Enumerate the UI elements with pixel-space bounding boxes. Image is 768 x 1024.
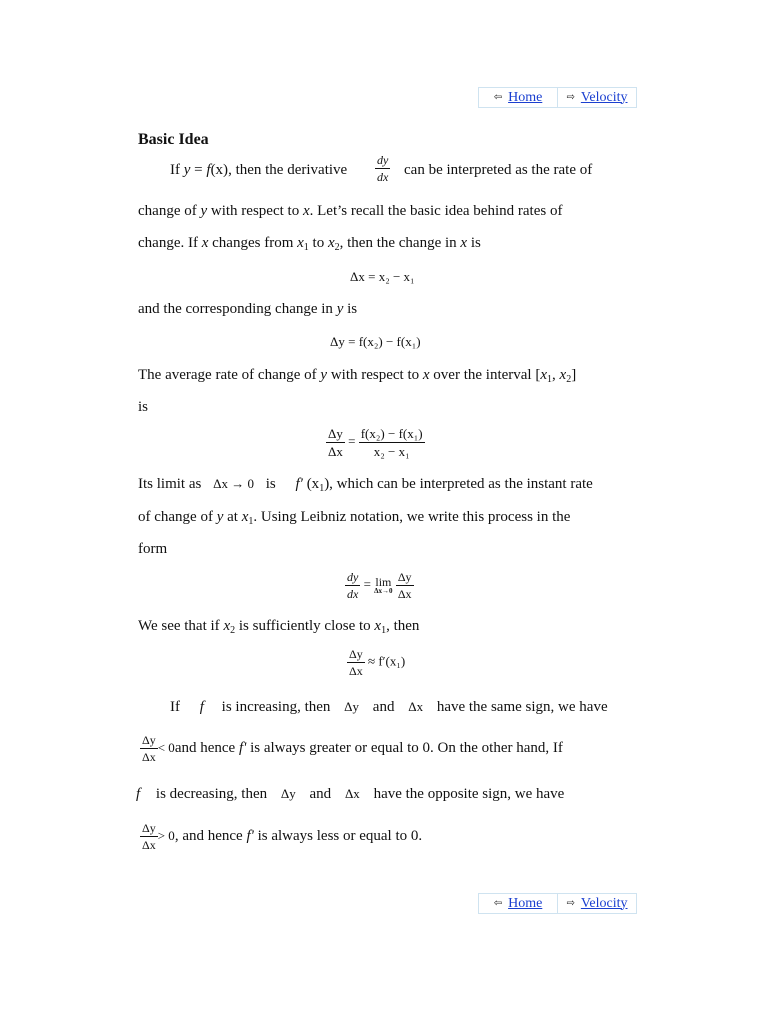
gt-zero: > 0 [157, 827, 175, 843]
text: and [372, 699, 395, 715]
text: with respect to [207, 203, 303, 219]
subscript: 2 [566, 374, 572, 385]
frac-num: Δy [397, 570, 412, 584]
text: , then the change in [339, 235, 461, 251]
text: , then the derivative [228, 162, 348, 178]
text: ), which can be interpreted as the instant rate [324, 476, 593, 492]
var: x [297, 235, 304, 251]
equation-approx [347, 648, 405, 677]
frac-den: Δx [142, 838, 156, 852]
lt-zero: < 0 [157, 739, 175, 755]
text: have the same sign, we have [436, 699, 608, 715]
text: is [343, 301, 358, 317]
delta-x: Δx [344, 786, 360, 801]
velocity-link[interactable]: Velocity [580, 895, 628, 911]
f-prime: f' [238, 739, 247, 756]
frac-num: Δy [142, 733, 156, 747]
text: , [552, 367, 560, 383]
text: Its limit as [138, 476, 202, 492]
paragraph-line-6: is [138, 399, 149, 415]
text: ] [571, 367, 577, 383]
frac-den: Δx [142, 750, 156, 764]
text: is [467, 235, 481, 251]
var: x [460, 235, 468, 251]
var: x [327, 235, 335, 251]
text: at [223, 509, 242, 525]
frac-num: Δy [142, 821, 156, 835]
var: x [540, 367, 548, 383]
frac-den: Δx [328, 444, 343, 459]
approx-rhs: ≈ f′(x₁) [367, 653, 406, 669]
f-prime: f′ [295, 476, 303, 492]
paragraph-line-10 [138, 618, 419, 636]
equation-leibniz [345, 571, 414, 600]
subscript: 2 [230, 625, 236, 636]
paragraph-line-3 [138, 235, 481, 253]
lim-subscript: Δx→0 [374, 587, 393, 595]
home-link[interactable]: Home [508, 89, 543, 105]
text: (x) [210, 162, 229, 178]
text: change of [138, 203, 201, 219]
text: is decreasing, then [155, 786, 268, 802]
var-f: f [199, 699, 204, 715]
arrow-right-icon: ⇨ [566, 898, 575, 909]
paragraph-line-4 [138, 301, 357, 318]
var: x [201, 235, 209, 251]
paragraph-line-9: form [138, 541, 168, 557]
lim-word: lim [375, 575, 392, 589]
text: and [309, 786, 332, 802]
f-prime: f' [246, 827, 254, 844]
subscript: 2 [334, 242, 340, 253]
paragraph-line-12 [140, 734, 563, 763]
text: is always greater or equal to 0. On the other hand, If [246, 739, 563, 756]
top-nav-velocity [557, 88, 636, 107]
var: x [223, 618, 231, 634]
text: is increasing, then [221, 699, 331, 715]
var: x [422, 367, 430, 383]
text: (x [306, 476, 320, 492]
top-nav-home [479, 88, 557, 107]
paragraph-line-11 [170, 699, 608, 716]
equation-delta-x: Δx = x₂ − x₁ [350, 269, 415, 284]
var: x [374, 618, 382, 634]
subscript: 1 [248, 516, 254, 527]
text: We see that if [138, 618, 224, 634]
text: = [190, 162, 207, 178]
text: If [170, 162, 184, 178]
equals-sign: = [363, 576, 371, 592]
paragraph-line-5 [138, 367, 576, 385]
frac-den: Δx [397, 587, 412, 601]
arrow-left-icon: ⇦ [493, 898, 503, 909]
text: changes from [208, 235, 298, 251]
text: If [170, 699, 180, 715]
frac-num: dy [347, 570, 359, 584]
var: x [559, 367, 567, 383]
delta-x: Δx [408, 699, 424, 714]
text: with respect to [327, 367, 423, 383]
text: and the corresponding change in [138, 301, 337, 317]
subscript: 1 [381, 625, 387, 636]
frac-den: dx [377, 170, 389, 184]
var-f: f [206, 162, 211, 178]
arrow-left-icon: ⇦ [493, 92, 503, 103]
text: is always less or equal to 0. [253, 827, 423, 844]
text: to [308, 235, 328, 251]
text: , and hence [174, 827, 247, 844]
paragraph-line-2 [138, 203, 562, 220]
bottom-nav-home [479, 894, 557, 913]
equation-delta-y: Δy = f(x₂) − f(x₁) [330, 334, 421, 349]
text: , then [386, 618, 420, 634]
paragraph-line-1-tail: can be interpreted as the rate of [404, 162, 593, 178]
derivative-fraction [375, 154, 390, 183]
equation-average-rate [326, 427, 425, 458]
text: of change of [138, 509, 217, 525]
limit-condition: Δx → 0 [213, 476, 254, 491]
text: have the opposite sign, we have [373, 786, 565, 802]
section-heading: Basic Idea [138, 131, 209, 148]
frac-num: Δy [349, 647, 363, 661]
paragraph-line-8 [138, 509, 570, 527]
paragraph-line-14 [140, 822, 422, 851]
arrow-right-icon: ⇨ [566, 92, 575, 103]
text: is [265, 476, 276, 492]
subscript: 1 [547, 374, 553, 385]
var: y [200, 203, 208, 219]
var: x [302, 203, 310, 219]
text: over the interval [ [429, 367, 541, 383]
var: y [336, 301, 344, 317]
velocity-link[interactable]: Velocity [580, 89, 628, 105]
var: y [320, 367, 328, 383]
text: . Let’s recall the basic idea behind rates of [309, 203, 563, 219]
subscript: 1 [303, 242, 309, 253]
text: and hence [174, 739, 239, 756]
paragraph-line-13 [136, 786, 564, 803]
frac-num: dy [377, 153, 389, 167]
delta-y: Δy [344, 699, 360, 714]
frac-den: Δx [349, 664, 363, 678]
var: y [216, 509, 224, 525]
equals-sign: = [348, 433, 356, 449]
frac-num: Δy [328, 426, 343, 441]
frac-den: dx [347, 587, 359, 601]
bottom-nav-bar [478, 893, 637, 914]
var-y: y [183, 162, 191, 178]
frac-num: f(x₂) − f(x₁) [360, 426, 423, 441]
delta-y: Δy [280, 786, 296, 801]
paragraph-line-7 [138, 476, 593, 494]
subscript: 1 [319, 483, 325, 494]
text: . Using Leibniz notation, we write this process in the [253, 509, 571, 525]
text: is sufficiently close to [235, 618, 375, 634]
frac-den: x₂ − x₁ [373, 444, 410, 459]
text: change. If [138, 235, 202, 251]
home-link[interactable]: Home [508, 895, 543, 911]
text: The average rate of change of [138, 367, 321, 383]
paragraph-line-1 [170, 162, 347, 179]
top-nav-bar [478, 87, 637, 108]
var-f: f [136, 786, 141, 802]
var: x [241, 509, 249, 525]
bottom-nav-velocity [557, 894, 636, 913]
